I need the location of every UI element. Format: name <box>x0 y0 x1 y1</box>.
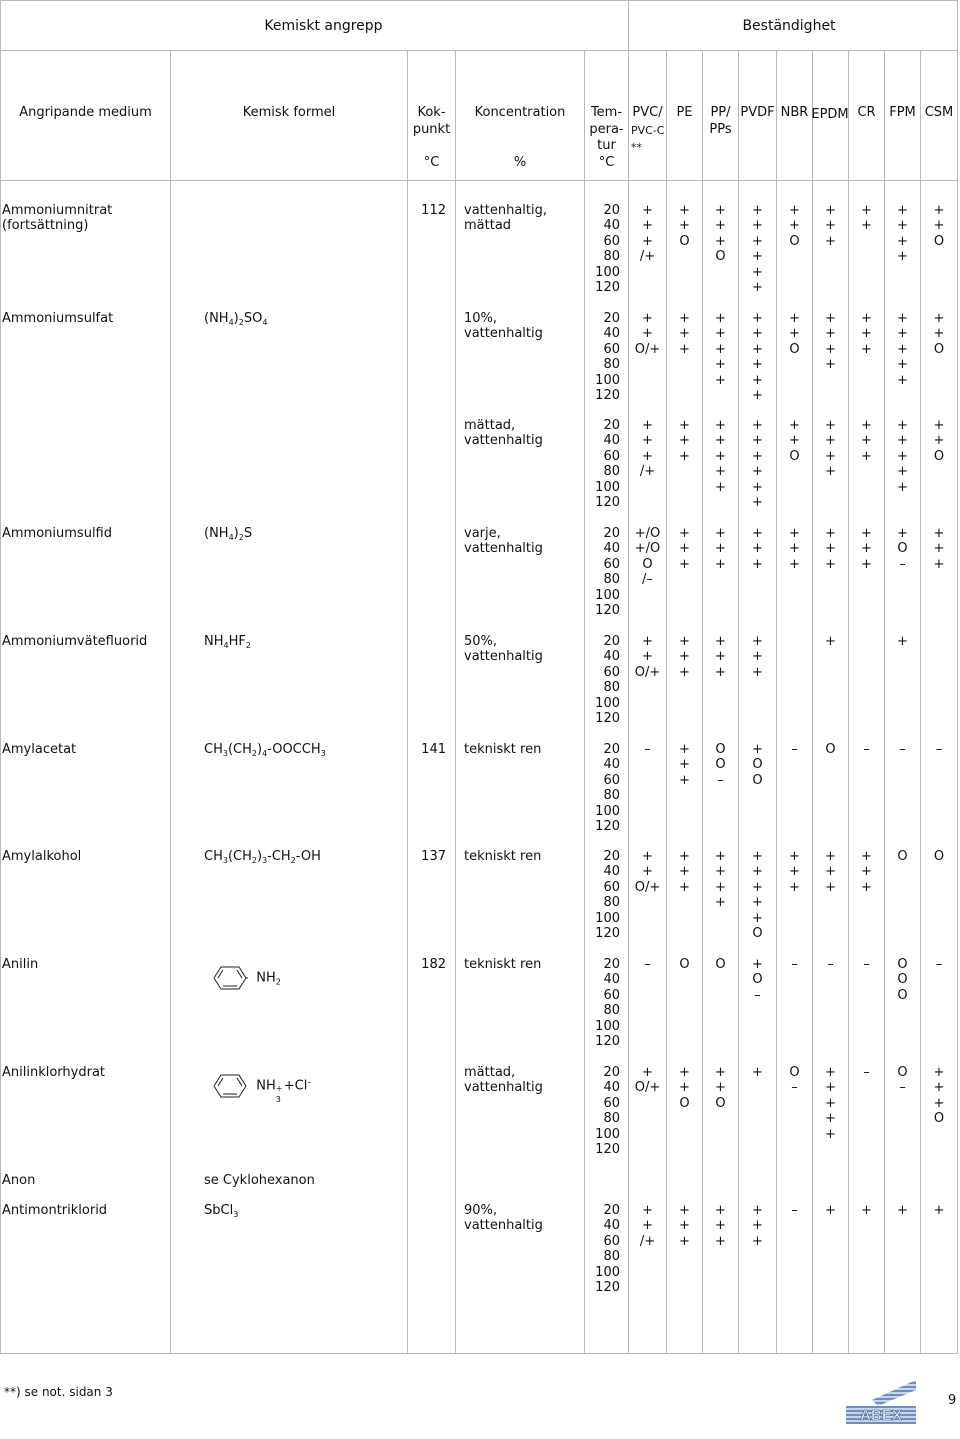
rating-csm: – <box>935 957 943 972</box>
benzene-ring-icon <box>212 1073 248 1099</box>
rating-pe: + + + <box>679 742 690 788</box>
row-medium-name: Amylalkohol <box>2 849 82 864</box>
row-temperatures: 20 40 60 80 100 120 <box>595 311 620 404</box>
rating-nbr: + + O <box>789 418 800 464</box>
rating-cr: + + <box>861 203 872 234</box>
row-concentration: 50%, vattenhaltig <box>464 634 543 665</box>
rating-pvc: + + O/+ <box>634 849 661 895</box>
rating-epdm: – <box>827 957 834 972</box>
row-concentration: tekniskt ren <box>464 849 542 864</box>
row-formula: $(NH_4)_2SO_4$ <box>204 311 268 327</box>
rating-epdm: + + + + <box>825 418 836 480</box>
rating-pp: O O – <box>715 742 726 788</box>
rating-cr: + + + <box>861 849 872 895</box>
rating-epdm: O <box>825 742 836 757</box>
rating-fpm: O – <box>897 1065 908 1096</box>
rating-pvdf: + O – <box>752 957 763 1003</box>
rating-pvc: +/O +/O O /– <box>634 526 661 588</box>
row-formula: $CH_3(CH_2)_3-CH_2-OH$ <box>204 849 321 865</box>
row-medium-name: Anilinklorhydrat <box>2 1065 106 1080</box>
rating-pp: + + + <box>715 634 726 680</box>
rating-pvc: – <box>644 742 651 757</box>
rating-pvdf: + + + <box>752 1203 763 1249</box>
rating-cr: + + + <box>861 418 872 464</box>
row-medium-name: Antimontriklorid <box>2 1203 108 1218</box>
row-medium-name: Ammoniumsulfat <box>2 311 114 326</box>
rating-pe: + + O <box>679 203 690 249</box>
row-concentration: mättad, vattenhaltig <box>464 1065 543 1096</box>
row-temperatures: 20 40 60 80 100 120 <box>595 1203 620 1296</box>
rating-csm: + + O <box>933 418 945 464</box>
rating-cr: – <box>863 1065 870 1080</box>
col-formula: Kemisk formel <box>242 105 336 120</box>
rating-pp: + + + <box>715 1203 726 1249</box>
rating-pe: + + + <box>679 634 690 680</box>
col-pvc-c: PVC-C ** <box>631 124 665 154</box>
rating-pvc: + + O/+ <box>634 311 661 357</box>
row-temperatures: 20 40 60 80 100 120 <box>595 418 620 511</box>
rating-csm: – <box>935 742 943 757</box>
rating-fpm: + + + + + <box>897 418 908 495</box>
rating-nbr: + + O <box>789 311 800 357</box>
header-chemical-attack: Kemiskt angrepp <box>264 18 383 34</box>
rating-pe: + + + <box>679 1203 690 1249</box>
rating-fpm: O O O <box>897 957 908 1003</box>
row-concentration: tekniskt ren <box>464 742 542 757</box>
row-boiling-point: 141 <box>421 742 446 757</box>
col-boiling-point: Kok- punkt °C <box>412 105 451 170</box>
rating-cr: + + + <box>861 311 872 357</box>
rating-nbr: + + O <box>789 203 800 249</box>
rating-pvdf: + + + + + O <box>752 849 763 942</box>
header-resistance: Beständighet <box>742 18 836 34</box>
rating-pp: + + + <box>715 526 726 572</box>
rating-pvdf: + + + <box>752 634 763 680</box>
rating-epdm: + + + <box>825 526 836 572</box>
row-temperatures: 20 40 60 80 100 120 <box>595 1065 620 1158</box>
row-concentration: vattenhaltig, mättad <box>464 203 548 234</box>
rating-pvc: + + O/+ <box>634 634 661 680</box>
row-formula: $NH_2$ <box>204 950 281 991</box>
col-nbr: NBR <box>780 105 809 120</box>
rating-nbr: – <box>791 1203 798 1218</box>
rating-pvc: + + + /+ <box>639 203 656 265</box>
row-temperatures: 20 40 60 80 100 120 <box>595 634 620 727</box>
rating-pe: + + + <box>679 526 690 572</box>
rating-fpm: + <box>897 1203 908 1218</box>
rating-csm: + + O <box>933 311 945 357</box>
rating-pp: + + + + + <box>715 311 726 388</box>
col-temperature: Tem- pera- tur °C <box>589 105 624 170</box>
rating-cr: – <box>863 742 870 757</box>
rating-pe: + + + <box>679 849 690 895</box>
rating-pe: O <box>679 957 690 972</box>
rating-epdm: + + + <box>825 849 836 895</box>
row-temperatures: 20 40 60 80 100 120 <box>595 203 620 296</box>
row-concentration: varje, vattenhaltig <box>464 526 543 557</box>
row-formula: $(NH_4)_2S$ <box>204 526 253 542</box>
row-boiling-point: 137 <box>421 849 446 864</box>
col-cr: CR <box>857 105 876 120</box>
rating-csm: + + + O <box>933 1065 945 1127</box>
rating-pvc: + O/+ <box>634 1065 661 1096</box>
row-temperatures: 20 40 60 80 100 120 <box>595 849 620 942</box>
row-concentration: tekniskt ren <box>464 957 542 972</box>
footnote: **) se not. sidan 3 <box>4 1385 113 1399</box>
row-temperatures: 20 40 60 80 100 120 <box>595 742 620 835</box>
col-epdm: EPDM <box>811 107 849 122</box>
row-formula: SbCl$_3$ <box>204 1203 239 1219</box>
row-formula-reference: se Cyklohexanon <box>204 1173 315 1188</box>
rating-epdm: + + + + <box>825 311 836 373</box>
rating-fpm: – <box>899 742 906 757</box>
col-pe: PE <box>676 105 693 120</box>
row-concentration: mättad, vattenhaltig <box>464 418 543 449</box>
rating-epdm: + + + + + <box>825 1065 836 1142</box>
row-medium-name: Ammoniumvätefluorid <box>2 634 148 649</box>
rating-pvc: – <box>644 957 651 972</box>
rating-csm: + + + <box>933 526 945 572</box>
row-concentration: 10%, vattenhaltig <box>464 311 543 342</box>
rating-pe: + + + <box>679 311 690 357</box>
row-concentration: 90%, vattenhaltig <box>464 1203 543 1234</box>
rating-pvdf: + O O <box>752 742 763 788</box>
rating-pe: + + + <box>679 418 690 464</box>
row-medium-name: Amylacetat <box>2 742 77 757</box>
rating-epdm: + + + <box>825 203 836 249</box>
col-pvdf: PVDF <box>740 105 775 120</box>
rating-pvdf: + + + <box>752 526 763 572</box>
rating-nbr: + + + <box>789 526 800 572</box>
row-formula: $NH_4HF_2$ <box>204 634 251 650</box>
row-medium-name: Anilin <box>2 957 39 972</box>
col-csm: CSM <box>924 105 954 120</box>
rating-nbr: – <box>791 742 798 757</box>
col-fpm: FPM <box>889 105 916 120</box>
rating-pvdf: + + + + + + <box>752 311 763 404</box>
rating-nbr: – <box>791 957 798 972</box>
row-medium-name: Anon <box>2 1173 36 1188</box>
rating-pp: + + + + + <box>715 418 726 495</box>
rating-cr: + + + <box>861 526 872 572</box>
row-medium-name: Ammoniumsulfid <box>2 526 112 541</box>
row-boiling-point: 182 <box>421 957 446 972</box>
row-boiling-point: 112 <box>421 203 446 218</box>
rating-fpm: + <box>897 634 908 649</box>
row-temperatures: 20 40 60 80 100 120 <box>595 526 620 619</box>
rating-pvc: + + + /+ <box>639 418 656 480</box>
row-temperatures: 20 40 60 80 100 120 <box>595 957 620 1050</box>
svg-text:ABEX: ABEX <box>860 1407 902 1424</box>
col-medium: Angripande medium <box>19 105 152 120</box>
rating-epdm: + <box>825 634 836 649</box>
row-formula: NH + 3 +Cl– <box>204 1058 311 1099</box>
rating-nbr: O – <box>789 1065 800 1096</box>
row-medium-name: Ammoniumnitrat (fortsättning) <box>2 203 113 234</box>
abex-logo <box>840 1378 920 1428</box>
rating-fpm: + + + + + <box>897 311 908 388</box>
col-pp: PP/ PPs <box>709 105 732 137</box>
rating-cr: – <box>863 957 870 972</box>
col-pvc: PVC/ <box>632 105 663 120</box>
rating-csm: + + O <box>933 203 945 249</box>
row-formula: $CH_3(CH_2)_4-OOCCH_3$ <box>204 742 326 758</box>
rating-pvdf: + <box>752 1065 763 1080</box>
rating-pvdf: + + + + + + <box>752 203 763 296</box>
rating-cr: + <box>861 1203 872 1218</box>
rating-pp: + + + O <box>715 203 726 265</box>
rating-epdm: + <box>825 1203 836 1218</box>
benzene-ring-icon <box>212 965 248 991</box>
rating-pvdf: + + + + + + <box>752 418 763 511</box>
rating-fpm: O <box>897 849 908 864</box>
rating-pp: + + + + <box>715 849 726 911</box>
rating-nbr: + + + <box>789 849 800 895</box>
page-number: 9 <box>948 1393 957 1408</box>
rating-fpm: + O – <box>897 526 908 572</box>
rating-pp: + + O <box>715 1065 726 1111</box>
col-concentration: Koncentration % <box>474 105 566 170</box>
rating-pvc: + + /+ <box>639 1203 656 1249</box>
rating-csm: + <box>933 1203 945 1218</box>
rating-csm: O <box>933 849 945 864</box>
rating-pp: O <box>715 957 726 972</box>
rating-pe: + + O <box>679 1065 690 1111</box>
rating-fpm: + + + + <box>897 203 908 265</box>
